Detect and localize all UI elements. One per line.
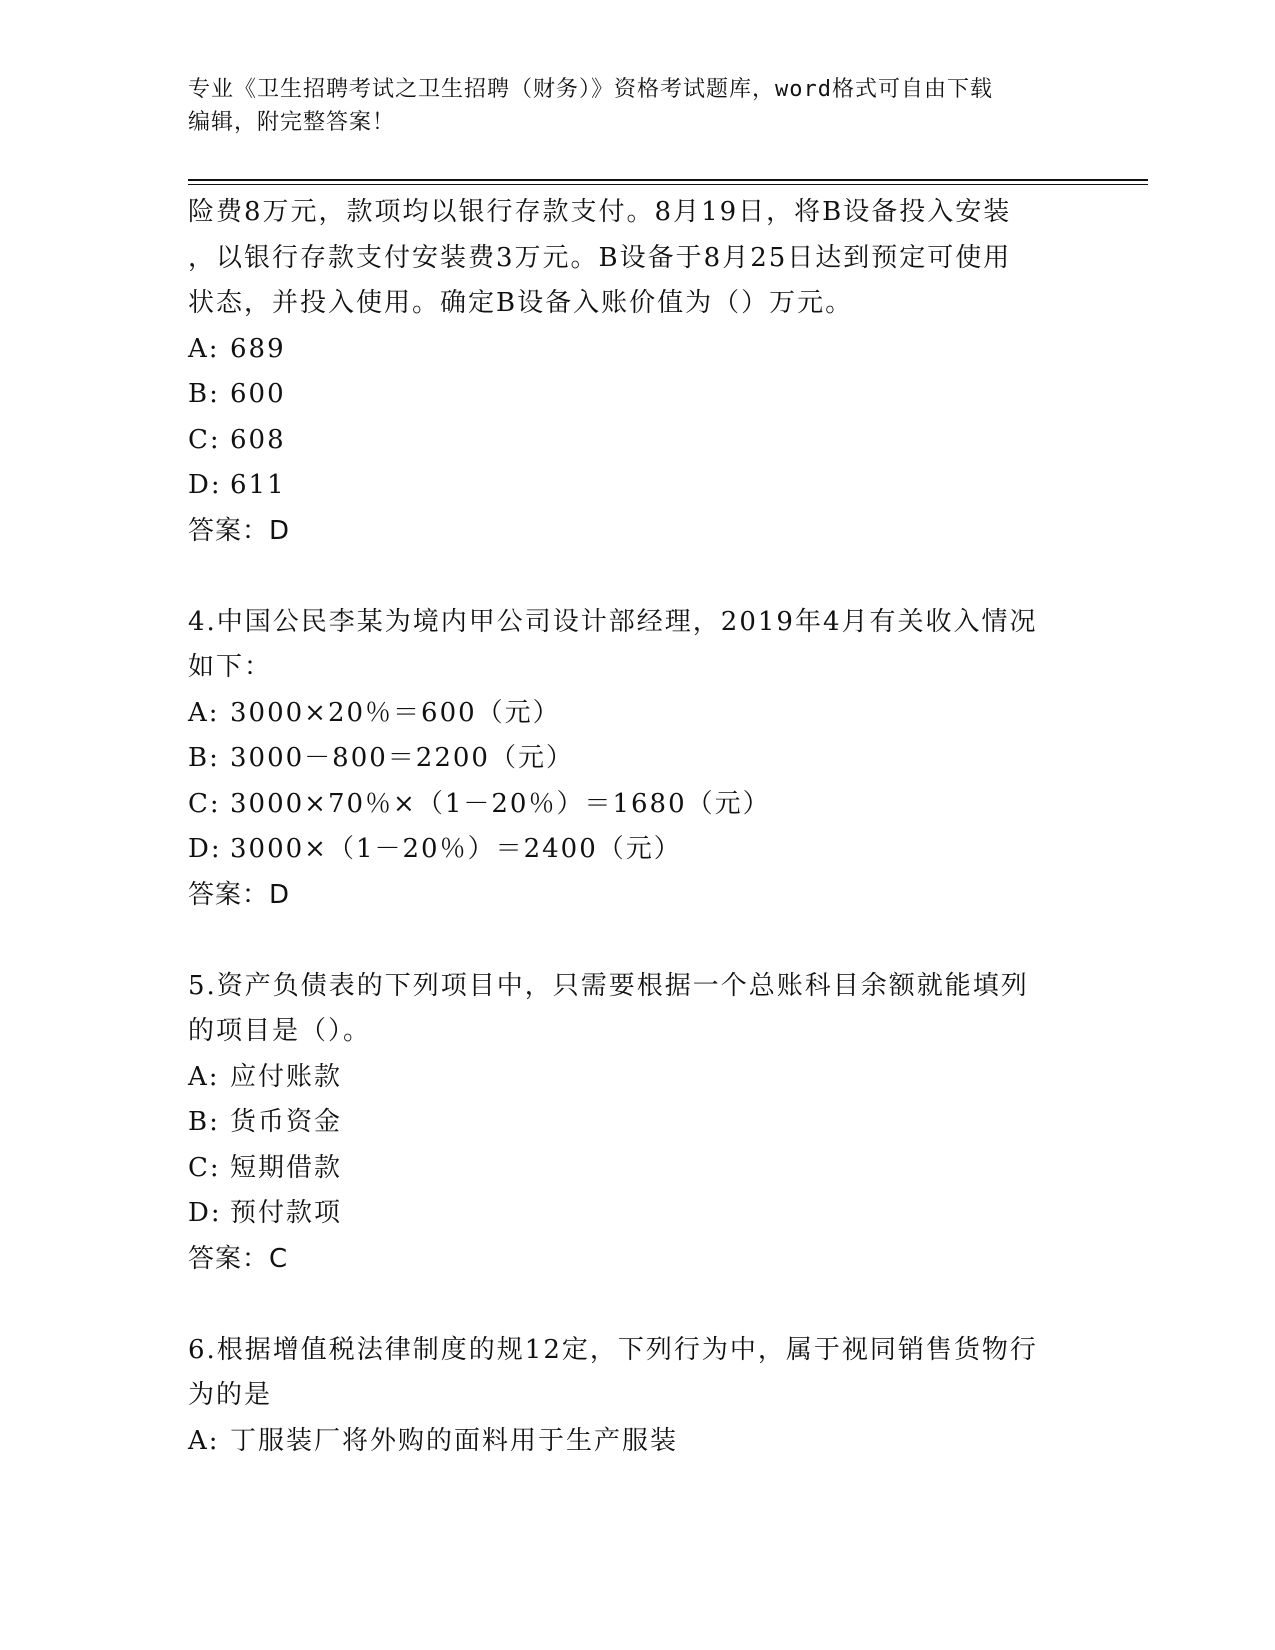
question-text: 状态，并投入使用。确定B设备入账价值为（）万元。 bbox=[188, 288, 854, 318]
answer-text: 答案：C bbox=[188, 1243, 289, 1274]
option-a: A: 应付账款 bbox=[188, 1061, 343, 1092]
option-d: D: 611 bbox=[188, 470, 286, 500]
answer-text: 答案：D bbox=[188, 879, 291, 910]
question-text: 6.根据增值税法律制度的规12定，下列行为中，属于视同销售货物行 bbox=[188, 1334, 1038, 1365]
document-body bbox=[188, 190, 1068, 1464]
option-b: B: 货币资金 bbox=[188, 1107, 343, 1137]
question-text: 5.资产负债表的下列项目中，只需要根据一个总账科目余额就能填列 bbox=[188, 970, 1029, 1001]
header-line-1: 专业《卫生招聘考试之卫生招聘（财务）》资格考试题库，word格式可自由下载 bbox=[188, 77, 993, 102]
option-c: C: 3000×70％×（1－20％）＝1680（元） bbox=[188, 788, 771, 819]
header-rule-thin bbox=[188, 184, 1148, 185]
question-text: 的项目是（）。 bbox=[188, 1016, 372, 1046]
option-b: B: 3000－800＝2200（元） bbox=[188, 743, 574, 773]
option-c: C: 短期借款 bbox=[188, 1152, 343, 1183]
answer-text: 答案：D bbox=[188, 515, 291, 546]
question-text: 如下： bbox=[188, 652, 273, 682]
question-5 bbox=[188, 964, 1068, 1283]
option-a: A: 689 bbox=[188, 333, 286, 364]
option-d: D: 3000×（1－20％）＝2400（元） bbox=[188, 834, 682, 864]
question-4 bbox=[188, 600, 1068, 919]
question-text: 险费8万元，款项均以银行存款支付。8月19日，将B设备投入安装 bbox=[188, 197, 1012, 227]
option-a: A: 丁服装厂将外购的面料用于生产服装 bbox=[188, 1425, 679, 1456]
header-rule-thick bbox=[188, 179, 1148, 181]
question-text: 4.中国公民李某为境内甲公司设计部经理，2019年4月有关收入情况 bbox=[188, 606, 1038, 637]
option-a: A: 3000×20％＝600（元） bbox=[188, 697, 561, 728]
question-3 bbox=[188, 190, 1068, 554]
option-c: C: 608 bbox=[188, 424, 286, 455]
question-6 bbox=[188, 1328, 1068, 1465]
option-d: D: 预付款项 bbox=[188, 1198, 343, 1228]
question-text: ，以银行存款支付安装费3万元。B设备于8月25日达到预定可使用 bbox=[188, 242, 1012, 273]
option-b: B: 600 bbox=[188, 379, 286, 409]
question-text: 为的是 bbox=[188, 1380, 273, 1410]
header-line-2: 编辑，附完整答案！ bbox=[188, 110, 396, 135]
document-header bbox=[188, 73, 1068, 139]
